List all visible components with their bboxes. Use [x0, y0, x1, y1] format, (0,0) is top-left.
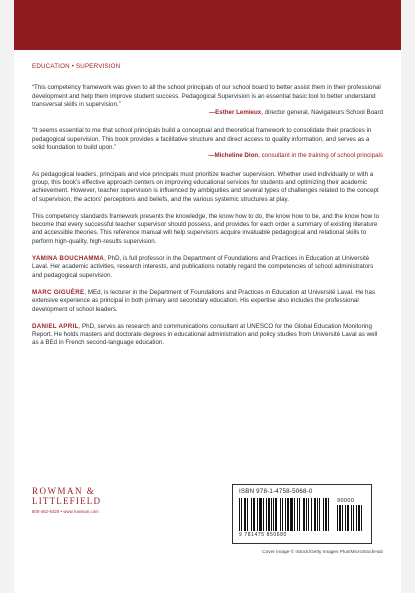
- quote-author-role: , director general, Navigateurs School Board: [261, 109, 383, 117]
- cover-content: [32, 63, 383, 357]
- top-color-band: [14, 0, 401, 50]
- author-bio-text: , MEd, is lecturer in the Department of Foundations and Practices in Education at Université Laval. He has extensive experience as principal in both primary and secondary education. His expertise also includes the professional development of school leaders.: [32, 288, 376, 313]
- publisher-contact: 800-462-6420 • www.rowman.com: [32, 509, 99, 514]
- publisher-name-line1: ROWMAN &: [32, 486, 96, 496]
- isbn-number: ISBN 978-1-4758-5068-0: [239, 488, 313, 495]
- image-credit: Cover image © iStock/Getty Images Plus/MicroStockHub: [262, 550, 383, 555]
- quote-text: “It seems essential to me that school principals build a conceptual and theoretical framework to consolidate their practices in pedagogical supervision. This book provides a facilitative structure and direct access to quality information, and serves as a solid foundation to build upon.”: [32, 127, 372, 152]
- author-name: MARC GIGUÈRE: [32, 288, 85, 296]
- quote-block: [32, 127, 383, 160]
- author-bio: [32, 289, 383, 314]
- barcode-bars: [239, 498, 331, 531]
- back-cover: [14, 0, 401, 593]
- quote-attribution: [32, 109, 383, 117]
- isbn-barcode: [232, 484, 372, 544]
- quote-author: —Esther Lemieux: [208, 109, 262, 117]
- barcode-bar: [329, 498, 330, 531]
- cover-footer: [32, 482, 383, 562]
- barcode-bar: [361, 505, 362, 531]
- quote-text: “This competency framework was given to all the school principals of our school board to better assist them in their professional development and help them improve student success. Pedagogical Supervision is an essential basic tool to better understand transversal skills in supervision.”: [32, 84, 381, 108]
- quote-author: —Micheline Dion: [208, 152, 259, 160]
- author-bio-text: , PhD, serves as research and communications consultant at UNESCO for the Global Education Monitoring Report. He holds masters and doctorate degrees in educational administration and policy studies from Université Laval as well as a BEd in French second-language education.: [32, 322, 378, 347]
- category-label: EDUCATION • SUPERVISION: [32, 63, 121, 70]
- author-name: DANIEL APRIL: [32, 322, 79, 330]
- ean-number: 9 781475 850680: [239, 532, 287, 538]
- author-bio: [32, 323, 383, 348]
- author-bio-text: , PhD, is full professor in the Department of Foundations and Practices in Education at Université Laval. Her academic activities, research interests, and publications notably regard the competencies of school administrators and pedagogical supervision.: [32, 255, 374, 279]
- quote-author-role: , consultant in the training of school principals: [258, 152, 383, 160]
- publisher-name-line2: LITTLEFIELD: [32, 496, 102, 506]
- quote-block: [32, 84, 383, 117]
- description-paragraph: As pedagogical leaders, principals and vice principals must prioritize teacher supervision. Whether used individually or with a group, this book’s effective approach centers on improving educational services for students and optimizing their academic achievement. However, teacher supervision is influenced by ambiguities and several types of challenges related to the concept of supervision, the actors’ perceptions and beliefs, and the various systemic structures at play.: [32, 170, 379, 203]
- price-addon-number: 90000: [337, 498, 355, 504]
- description-paragraph: This competency standards framework presents the knowledge, the know how to do, the know how to be, and the know how to become that every successful teacher supervisor should possess, and provides for each order a summary of existing literature and accessible theories. This reference manual will help supervisors acquire invaluable pedagogical and relational skills to perform high-quality, high-results supervision.: [32, 212, 380, 245]
- author-bio: [32, 255, 383, 280]
- author-name: YAMINA BOUCHAMMA: [32, 255, 105, 263]
- quote-attribution: [32, 152, 383, 160]
- publisher-logo: [32, 486, 132, 514]
- price-addon-bars: [337, 505, 365, 531]
